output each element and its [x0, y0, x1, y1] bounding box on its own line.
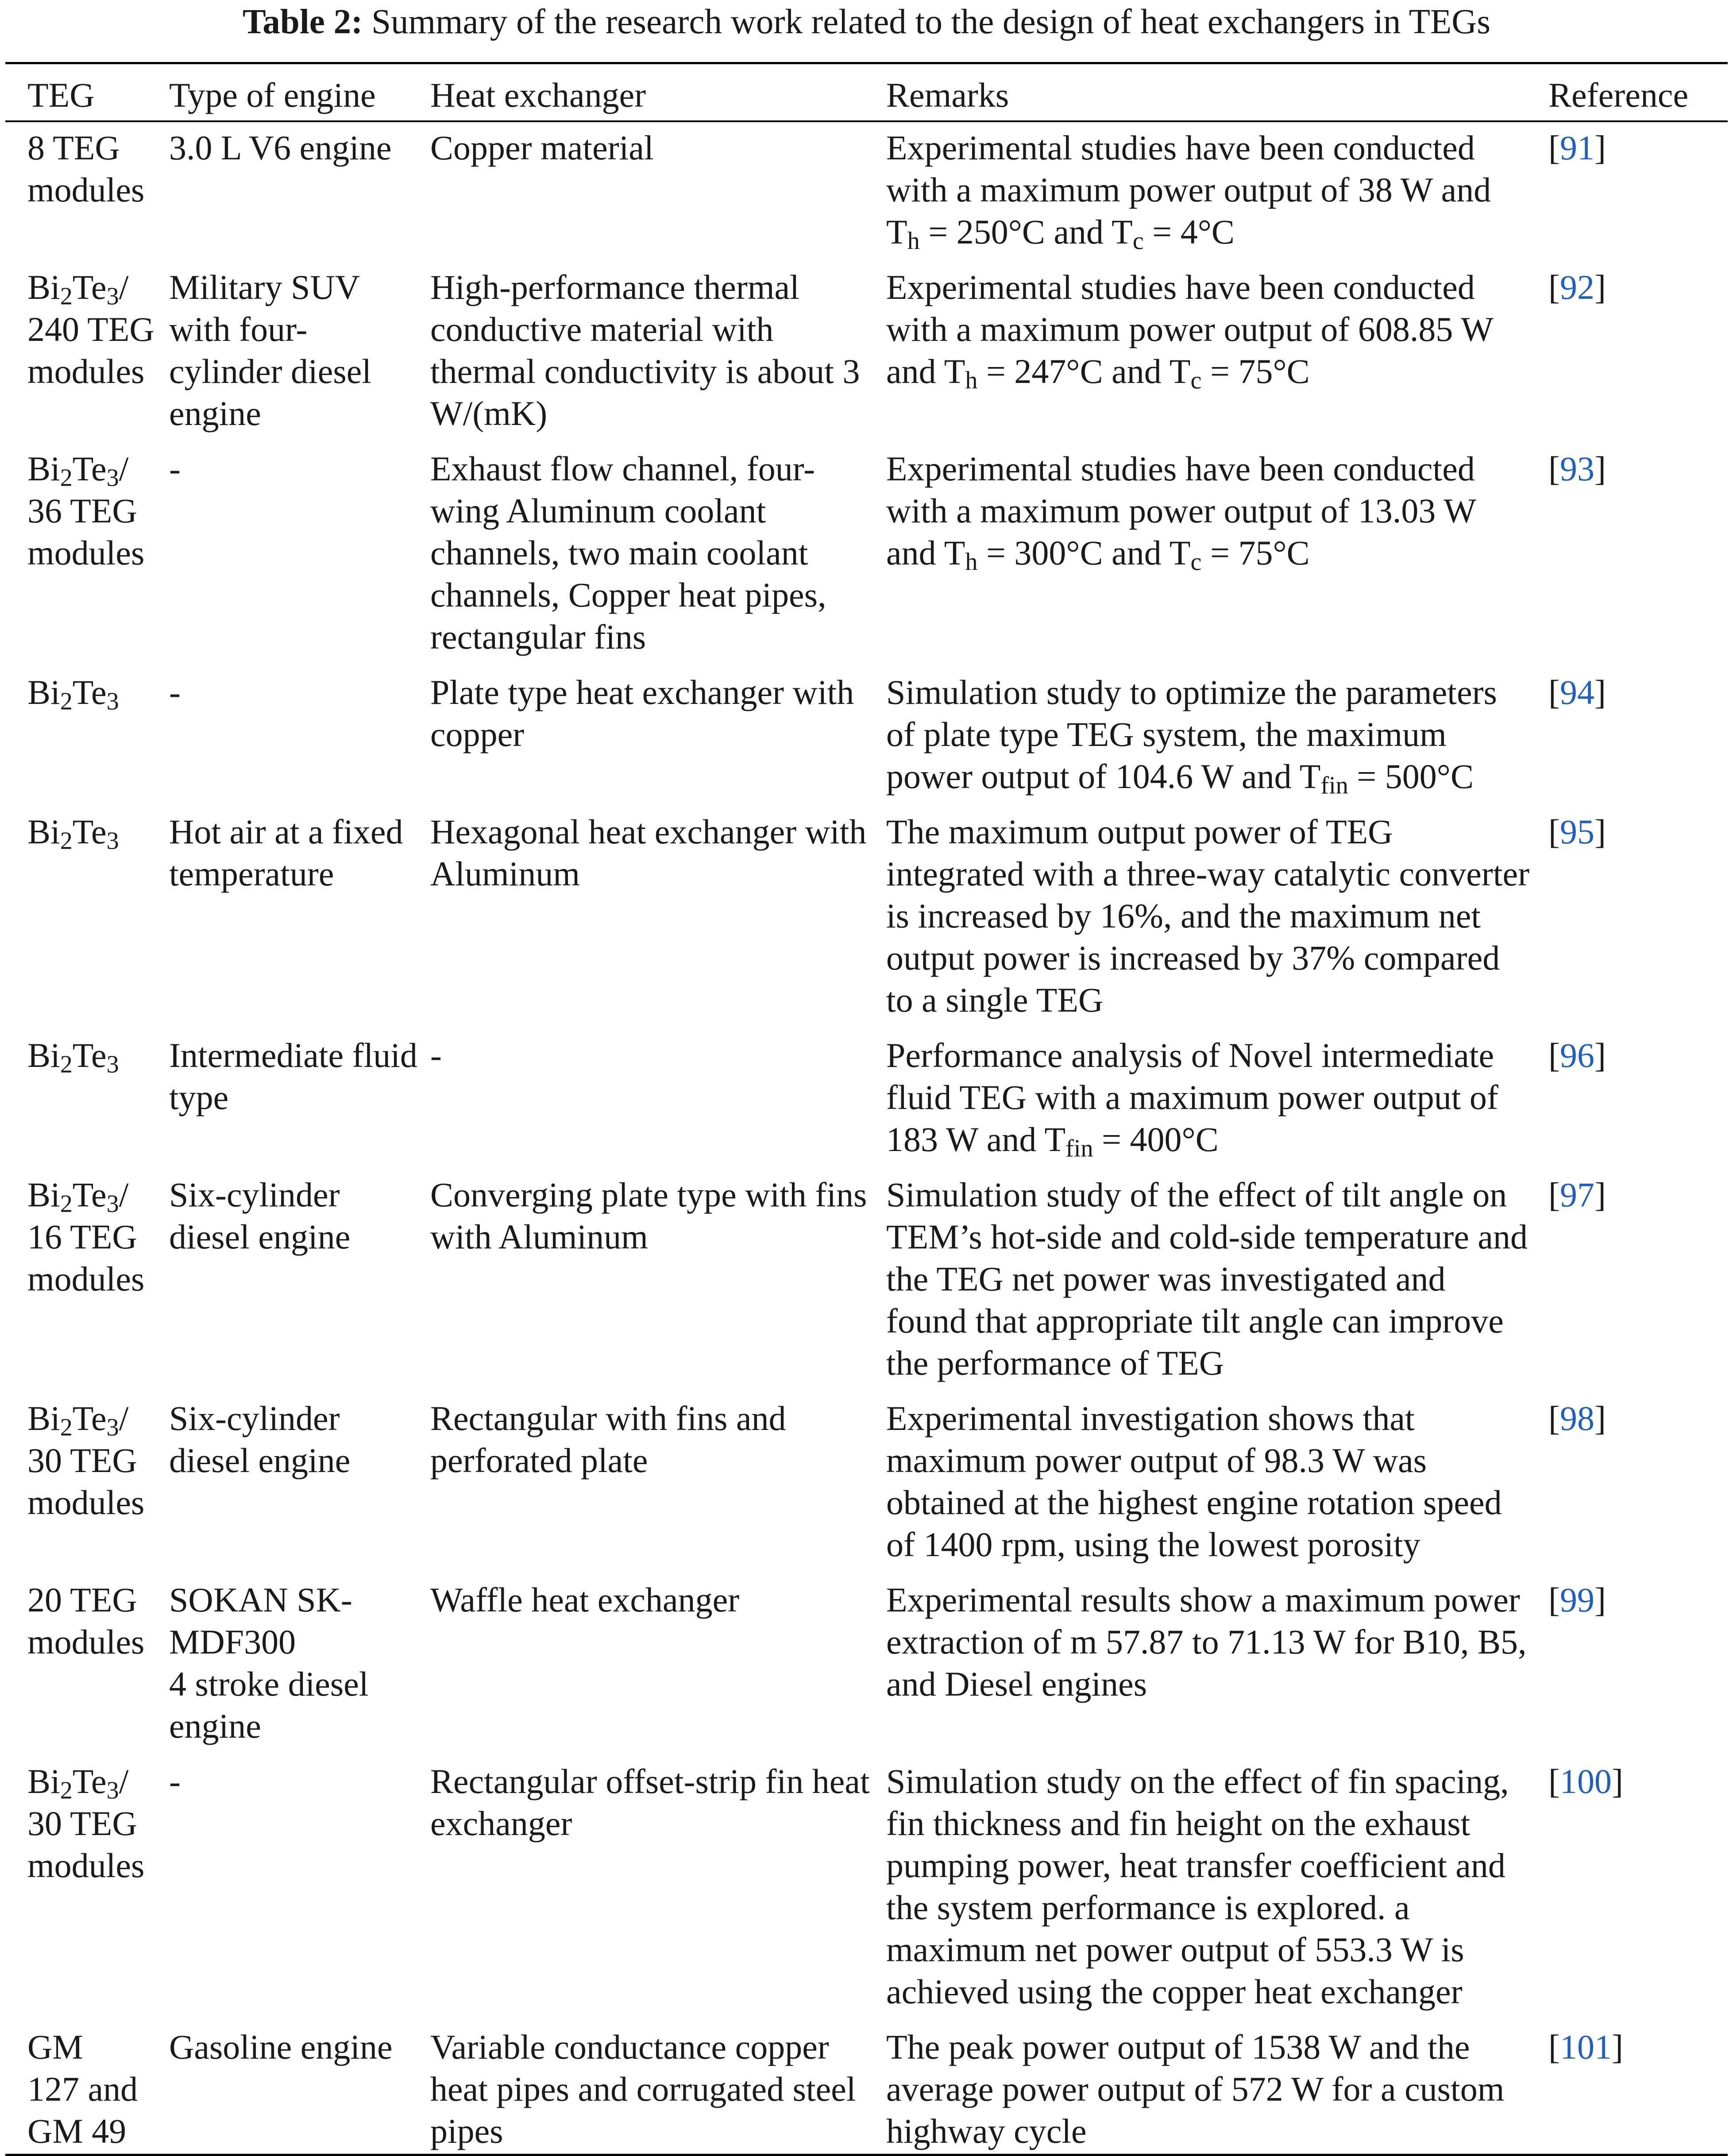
- table-caption: [0, 0, 1733, 44]
- table-label: Table 2:: [242, 3, 363, 41]
- cell-remarks: Simulation study on the effect of fin spacing, fin thickness and fin height on the exhaust pumping power, heat transfer coefficient and the system performance is explored. a maximum net power output of 553.3 W is achieved using the copper heat exchanger: [886, 1762, 1509, 2011]
- cell-engine-type: SOKAN SK-MDF300 4 stroke diesel engine: [169, 1580, 369, 1745]
- reference-link[interactable]: 101: [1559, 2028, 1612, 2066]
- table-row: [5, 1169, 1728, 1393]
- summary-table: [5, 62, 1728, 2156]
- reference-link[interactable]: 100: [1559, 1762, 1612, 1801]
- table-row: [5, 443, 1728, 667]
- cell-reference: [96]: [1548, 1036, 1606, 1074]
- reference-link[interactable]: 97: [1559, 1175, 1594, 1214]
- cell-engine-type: Intermediate fluid type: [169, 1036, 417, 1117]
- cell-teg: 20 TEG modules: [27, 1580, 145, 1661]
- cell-teg: $Bi_2Te_3/$ 30 TEG modules: [27, 1399, 145, 1522]
- cell-teg: $Bi_2Te_3/$ 36 TEG modules: [27, 449, 145, 572]
- cell-reference: [101]: [1535, 2021, 1728, 2155]
- cell-reference: [91]: [1548, 128, 1606, 167]
- cell-heat-exchanger: Waffle heat exchanger: [430, 1580, 740, 1619]
- cell-teg: $Bi_2Te_3/$ 240 TEG modules: [27, 268, 154, 390]
- table-row: [5, 667, 1728, 806]
- cell-teg: GM 127 and GM 49: [5, 2021, 163, 2155]
- cell-heat-exchanger: Rectangular offset-strip fin heat exchanger: [430, 1762, 870, 1843]
- table-row: [5, 806, 1728, 1030]
- cell-reference: [93]: [1548, 449, 1606, 488]
- cell-heat-exchanger: Converging plate type with fins with Aluminum: [430, 1175, 867, 1256]
- cell-heat-exchanger: High-performance thermal conductive material with thermal conductivity is about 3 W/(mK): [430, 268, 860, 433]
- cell-teg: $Bi_2Te_3$: [27, 812, 119, 855]
- header-remarks: Remarks: [880, 63, 1535, 122]
- header-heat-exchanger: Heat exchanger: [424, 63, 880, 122]
- cell-reference: [95]: [1548, 812, 1606, 851]
- table-row: [5, 1756, 1728, 2021]
- cell-engine-type: -: [169, 449, 181, 488]
- reference-link[interactable]: 91: [1559, 128, 1594, 167]
- cell-remarks: The peak power output of 1538 W and the average power output of 572 W for a custom highway cycle: [880, 2021, 1535, 2155]
- cell-reference: [92]: [1548, 268, 1606, 306]
- cell-remarks: Experimental results show a maximum power extraction of m 57.87 to 71.13 W for B10, B5, and Diesel engines: [886, 1580, 1527, 1703]
- cell-heat-exchanger: Copper material: [430, 128, 654, 167]
- cell-teg: $Bi_2Te_3$: [27, 673, 119, 715]
- table-body: [5, 121, 1728, 2155]
- cell-heat-exchanger: Rectangular with fins and perforated plate: [430, 1399, 786, 1480]
- reference-link[interactable]: 95: [1559, 812, 1594, 851]
- cell-reference: [94]: [1548, 673, 1606, 711]
- reference-link[interactable]: 99: [1559, 1580, 1594, 1619]
- cell-remarks: Experimental studies have been conducted with a maximum power output of 608.85 W and $T_h = 247^\circ C$ and $T_c = 75^\circ C$: [886, 268, 1493, 394]
- cell-teg: 8 TEG modules: [27, 128, 145, 209]
- cell-remarks: The maximum output power of TEG integrated with a three-way catalytic converter is increased by 16%, and the maximum net output power is increased by 37% compared to a single TEG: [886, 812, 1530, 1019]
- reference-link[interactable]: 92: [1559, 268, 1594, 306]
- table-row: [5, 1030, 1728, 1169]
- cell-remarks: Experimental studies have been conducted with a maximum power output of 38 W and $T_h = 250^\circ C$ and $T_c = 4^\circ C$: [886, 128, 1491, 255]
- table-row: [5, 1393, 1728, 1574]
- cell-heat-exchanger: Plate type heat exchanger with copper: [430, 673, 854, 753]
- table-row: [5, 1574, 1728, 1756]
- cell-teg: $Bi_2Te_3/$ 30 TEG modules: [27, 1762, 145, 1885]
- reference-link[interactable]: 93: [1559, 449, 1594, 488]
- cell-reference: [98]: [1548, 1399, 1606, 1437]
- header-teg: TEG: [5, 63, 163, 122]
- header-engine-type: Type of engine: [163, 63, 424, 122]
- cell-teg: $Bi_2Te_3$: [27, 1036, 119, 1078]
- cell-engine-type: Gasoline engine: [163, 2021, 424, 2155]
- cell-reference: [100]: [1548, 1762, 1623, 1801]
- cell-reference: [99]: [1548, 1580, 1606, 1619]
- reference-link[interactable]: 98: [1559, 1399, 1594, 1437]
- cell-engine-type: -: [169, 1762, 181, 1801]
- cell-remarks: Simulation study of the effect of tilt angle on TEM’s hot-side and cold-side temperature and the TEG net power was investigated and found that appropriate tilt angle can improve the performance of TEG: [886, 1175, 1528, 1382]
- cell-heat-exchanger: -: [430, 1036, 442, 1074]
- cell-teg: $Bi_2Te_3/$ 16 TEG modules: [27, 1175, 145, 1298]
- header-reference: Reference: [1535, 63, 1728, 122]
- cell-reference: [97]: [1548, 1175, 1606, 1214]
- cell-heat-exchanger: Exhaust flow channel, four-wing Aluminum coolant channels, two main coolant channels, Copper heat pipes, rectangular fins: [430, 449, 826, 656]
- table-header-row: [5, 63, 1728, 122]
- reference-link[interactable]: 96: [1559, 1036, 1594, 1074]
- reference-link[interactable]: 94: [1559, 673, 1594, 711]
- table-title: Summary of the research work related to the design of heat exchangers in TEGs: [371, 3, 1491, 41]
- cell-remarks: Performance analysis of Novel intermediate fluid TEG with a maximum power output of 183 W and $T_{fin} = 400^\circ C$: [886, 1036, 1498, 1163]
- cell-engine-type: Military SUV with four-cylinder diesel engine: [169, 268, 371, 433]
- cell-engine-type: -: [169, 673, 181, 711]
- cell-remarks: Simulation study to optimize the parameters of plate type TEG system, the maximum power output of 104.6 W and $T_{fin} = 500^\circ C$: [886, 673, 1497, 800]
- cell-engine-type: 3.0 L V6 engine: [169, 128, 392, 167]
- cell-heat-exchanger: Variable conductance copper heat pipes and corrugated steel pipes: [424, 2021, 880, 2155]
- cell-engine-type: Six-cylinder diesel engine: [169, 1399, 351, 1480]
- cell-remarks: Experimental studies have been conducted with a maximum power output of 13.03 W and $T_h = 300^\circ C$ and $T_c = 75^\circ C$: [886, 449, 1476, 576]
- table-row: [5, 121, 1728, 262]
- cell-heat-exchanger: Hexagonal heat exchanger with Aluminum: [430, 812, 867, 893]
- cell-engine-type: Six-cylinder diesel engine: [169, 1175, 351, 1256]
- table-row: [5, 2021, 1728, 2155]
- table-row: [5, 262, 1728, 443]
- cell-remarks: Experimental investigation shows that maximum power output of 98.3 W was obtained at the highest engine rotation speed of 1400 rpm, using the lowest porosity: [886, 1399, 1502, 1564]
- cell-engine-type: Hot air at a fixed temperature: [169, 812, 403, 893]
